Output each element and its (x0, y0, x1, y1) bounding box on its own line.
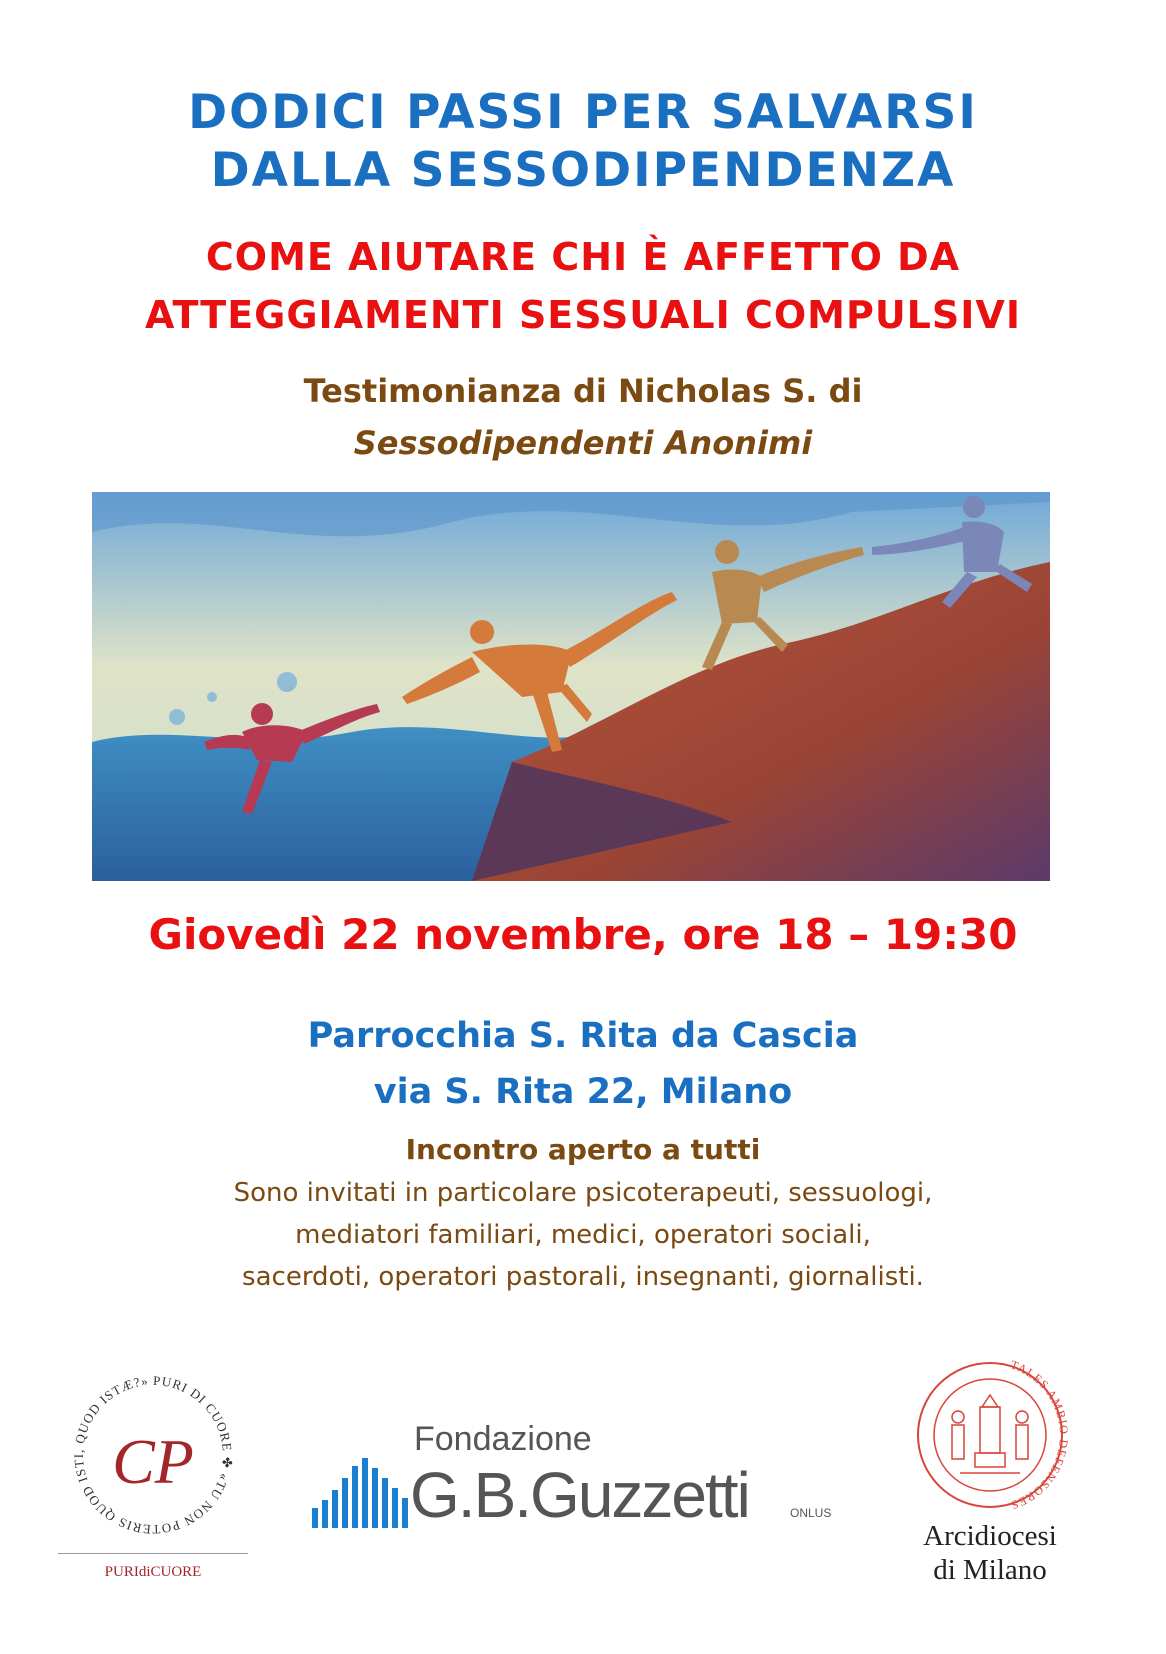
arcidiocesi-line-2: di Milano (933, 1554, 1047, 1586)
guzzetti-name: G.B.Guzzetti (410, 1459, 749, 1531)
puri-monogram: CP (112, 1426, 194, 1497)
invitation-text (0, 1172, 1166, 1298)
title-line-1: DODICI PASSI PER SALVARSI (188, 85, 978, 140)
speaker-block (0, 365, 1166, 469)
logo-fondazione-guzzetti (310, 1420, 850, 1540)
event-datetime: Giovedì 22 novembre, ore 18 – 19:30 (148, 910, 1018, 959)
invitation-line-2: mediatori familiari, medici, operatori sociali, (295, 1220, 871, 1250)
arcidiocesi-line-1: Arcidiocesi (923, 1520, 1057, 1552)
speaker-line: Testimonianza di Nicholas S. di (303, 372, 863, 410)
puri-circle-text: PURI DI CUORE ✤ «TU NON POTERIS QUOD ISTI, QUOD ISTÆ?» (70, 1372, 236, 1538)
event-venue (0, 1008, 1166, 1120)
puri-caption: PURIdiCUORE (104, 1564, 202, 1580)
invitation-heading: Incontro aperto a tutti (405, 1133, 761, 1166)
guzzetti-top-text: Fondazione (414, 1420, 592, 1458)
invitation-line-3: sacerdoti, operatori pastorali, insegnanti, giornalisti. (242, 1262, 924, 1292)
seal-motto: TALES AMBIO DEFENSORES (1008, 1357, 1072, 1513)
logo-puri-di-cuore (58, 1365, 248, 1585)
guzzetti-suffix: ONLUS (790, 1506, 832, 1520)
subtitle-line-2: ATTEGGIAMENTI SESSUALI COMPULSIVI (145, 293, 1021, 337)
arcidiocesi-seal-icon (890, 1355, 1090, 1515)
guzzetti-bars-icon (310, 1430, 420, 1530)
event-subtitle (0, 228, 1166, 344)
arcidiocesi-caption (890, 1519, 1090, 1587)
venue-name: Parrocchia S. Rita da Cascia (307, 1016, 859, 1056)
invitation-line-1: Sono invitati in particolare psicoterapeuti, sessuologi, (233, 1178, 933, 1208)
climbing-figures-illustration (92, 492, 1050, 881)
venue-address: via S. Rita 22, Milano (373, 1072, 793, 1112)
event-title (0, 84, 1166, 200)
speaker-organization: Sessodipendenti Anonimi (353, 424, 813, 462)
puri-di-cuore-seal-icon (58, 1365, 248, 1545)
logo-arcidiocesi-milano (890, 1355, 1090, 1605)
title-line-2: DALLA SESSODIPENDENZA (210, 143, 956, 198)
subtitle-line-1: COME AIUTARE CHI È AFFETTO DA (205, 235, 961, 279)
